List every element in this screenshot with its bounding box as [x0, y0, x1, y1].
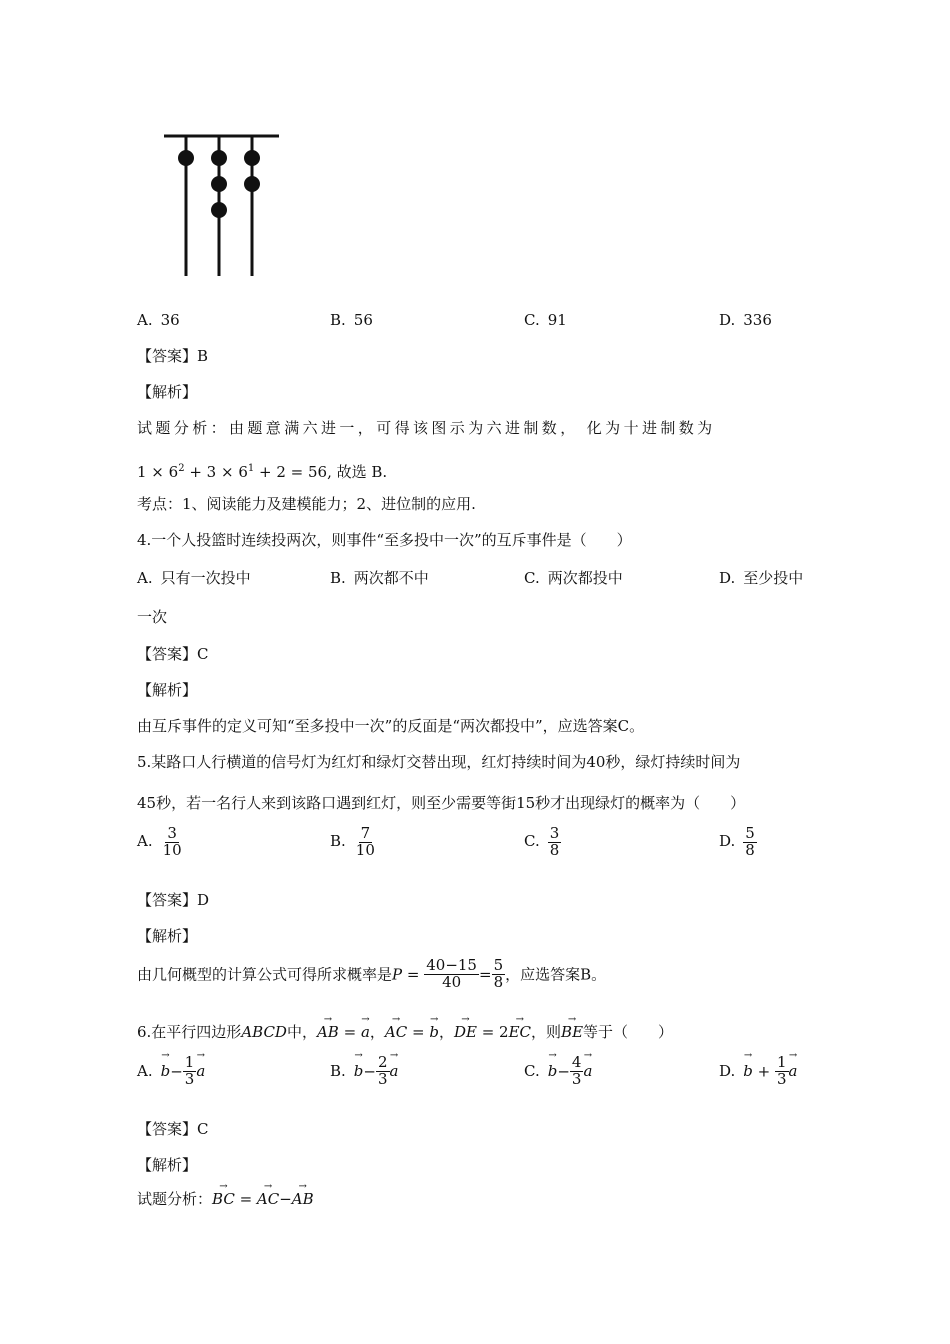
- q3-answer: 【答案】B: [137, 347, 209, 365]
- abacus-bead: [211, 176, 227, 192]
- abacus-bead: [211, 202, 227, 218]
- q5-question-line1: 5.某路口人行横道的信号灯为红灯和绿灯交替出现，红灯持续时间为40秒，绿灯持续时间为: [137, 753, 741, 771]
- q6-answer: 【答案】C: [137, 1120, 209, 1138]
- q4-option-c: C. 两次都投中: [524, 569, 623, 587]
- q6-analysis: 试题分析：→ BC = → AC−→ AB: [137, 1189, 314, 1209]
- abacus-figure: [160, 130, 285, 280]
- q4-option-d: D. 至少投中: [719, 569, 804, 587]
- q6-analysis-header: 【解析】: [137, 1156, 198, 1174]
- q4-option-b: B. 两次都不中: [330, 569, 429, 587]
- abacus-bead: [244, 150, 260, 166]
- q5-option-b: B. $\frac{7}{10}$: [330, 824, 375, 859]
- q5-analysis: 由几何概型的计算公式可得所求概率是P = $\frac{40-15}{40}$ = $\frac{5}{8}$ ，应选答案B。: [137, 956, 607, 991]
- q3-option-b: B. 56: [330, 311, 373, 329]
- q6-option-b: B.→ b− $\frac{2}{3}$ → a: [330, 1055, 398, 1088]
- q3-kaodian: 考点：1、阅读能力及建模能力；2、进位制的应用.: [137, 495, 476, 513]
- q4-question: 4.一个人投篮时连续投两次，则事件“至多投中一次”的互斥事件是（ ）: [137, 531, 632, 549]
- q3-option-a: A. 36: [137, 311, 180, 329]
- q4-option-d-continued: 一次: [137, 608, 168, 626]
- abacus-bead: [211, 150, 227, 166]
- q5-question-line2: 45秒，若一名行人来到该路口遇到红灯，则至少需要等街15秒才出现绿灯的概率为（ ）: [137, 794, 746, 812]
- q4-option-a: A. 只有一次投中: [137, 569, 251, 587]
- q6-option-a: A.→ b− $\frac{1}{3}$ → a: [137, 1055, 205, 1088]
- q3-option-c: C. 91: [524, 311, 567, 329]
- abacus-bead: [178, 150, 194, 166]
- q4-analysis: 由互斥事件的定义可知“至多投中一次”的反面是“两次都投中”，应选答案C。: [137, 717, 645, 735]
- q3-option-d: D. 336: [719, 311, 772, 329]
- q5-answer: 【答案】D: [137, 891, 210, 909]
- q5-option-a: A. $\frac{3}{10}$: [137, 824, 182, 859]
- q6-option-c: C.→ b− $\frac{4}{3}$ → a: [524, 1055, 592, 1088]
- abacus-bead: [244, 176, 260, 192]
- q5-analysis-header: 【解析】: [137, 927, 198, 945]
- q6-question: 6.在平行四边形ABCD中，→ AB = → a，→ AC = → b，→ DE = 2→ EC，则→ BE等于（ ）: [137, 1022, 673, 1042]
- q6-option-d: D.→ b + $\frac{1}{3}$ → a: [719, 1055, 797, 1088]
- q5-option-c: C. $\frac{3}{8}$: [524, 824, 560, 859]
- q3-formula: $1 \times 6^2 + 3 \times 6^1 + 2 = 56$, 故选 B.: [137, 463, 388, 481]
- q4-answer: 【答案】C: [137, 645, 209, 663]
- q4-analysis-header: 【解析】: [137, 681, 198, 699]
- q3-analysis-header: 【解析】: [137, 383, 198, 401]
- q5-option-d: D. $\frac{5}{8}$: [719, 824, 755, 859]
- q3-analysis-line: 试题分析：由题意满六进一，可得该图示为六进制数， 化为十进制数为: [137, 419, 716, 437]
